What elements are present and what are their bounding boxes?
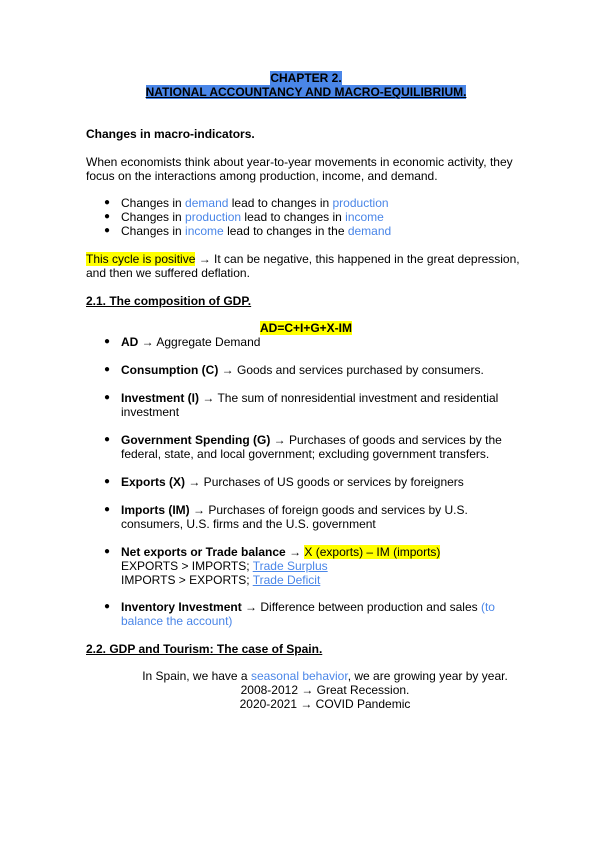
bullet-dot: ●	[104, 225, 111, 236]
bullet-dot: ●	[104, 434, 111, 445]
list-item: Changes in demand lead to changes in production	[121, 196, 389, 210]
section-heading-changes: Changes in macro-indicators.	[86, 127, 255, 141]
list-item: Inventory Investment → Difference between production and sales (to balance the account)	[121, 600, 495, 628]
bullet-dot: ●	[104, 197, 111, 208]
intro-paragraph: When economists think about year-to-year movements in economic activity, they focus on the interactions among production, income, and demand.	[86, 155, 513, 183]
list-item: Imports (IM) → Purchases of foreign goods and services by U.S. consumers, U.S. firms and the U.S. government	[121, 503, 468, 531]
bullet-dot: ●	[104, 364, 111, 375]
section-heading-gdp: 2.1. The composition of GDP.	[86, 294, 252, 308]
list-item: AD → Aggregate Demand	[121, 335, 261, 349]
list-item: Consumption (C) → Goods and services purchased by consumers.	[121, 363, 484, 377]
bullet-dot: ●	[104, 504, 111, 515]
gdp-formula: AD=C+I+G+X-IM	[259, 321, 353, 335]
trade-deficit-link[interactable]: Trade Deficit	[252, 573, 321, 587]
trade-surplus-link[interactable]: Trade Surplus	[252, 559, 328, 573]
bullet-dot: ●	[104, 336, 111, 347]
cycle-paragraph: This cycle is positive → It can be negative, this happened in the great depression, and then we suffered deflation.	[86, 252, 520, 280]
list-item: Changes in income lead to changes in the demand	[121, 224, 392, 238]
net-exports-formula: X (exports) – IM (imports)	[304, 545, 441, 559]
bullet-dot: ●	[104, 476, 111, 487]
list-item: Investment (I) → The sum of nonresidential investment and residential investment	[121, 391, 499, 419]
bullet-dot: ●	[104, 392, 111, 403]
list-item: Changes in production lead to changes in income	[121, 210, 384, 224]
list-item: Exports (X) → Purchases of US goods or services by foreigners	[121, 475, 464, 489]
cycle-highlight: This cycle is positive	[86, 252, 196, 266]
chapter-number: CHAPTER 2.	[270, 71, 342, 85]
bullet-dot: ●	[104, 601, 111, 612]
section-heading-tourism: 2.2. GDP and Tourism: The case of Spain.	[86, 642, 323, 656]
list-item-net-exports: Net exports or Trade balance → X (exports) – IM (imports) EXPORTS > IMPORTS; Trade Surplus IMPORTS > EXPORTS; Trade Deficit	[121, 545, 441, 587]
bullet-dot: ●	[104, 546, 111, 557]
chapter-title: NATIONAL ACCOUNTANCY AND MACRO-EQUILIBRIUM.	[145, 85, 467, 99]
bullet-dot: ●	[104, 211, 111, 222]
list-item: Government Spending (G) → Purchases of goods and services by the federal, state, and local government; excluding government transfers.	[121, 433, 502, 461]
chapter-heading	[86, 71, 526, 99]
tourism-paragraph: In Spain, we have a seasonal behavior, we are growing year by year. 2008-2012 → Great Recession. 2020-2021 → COVID Pandemic	[142, 669, 508, 711]
